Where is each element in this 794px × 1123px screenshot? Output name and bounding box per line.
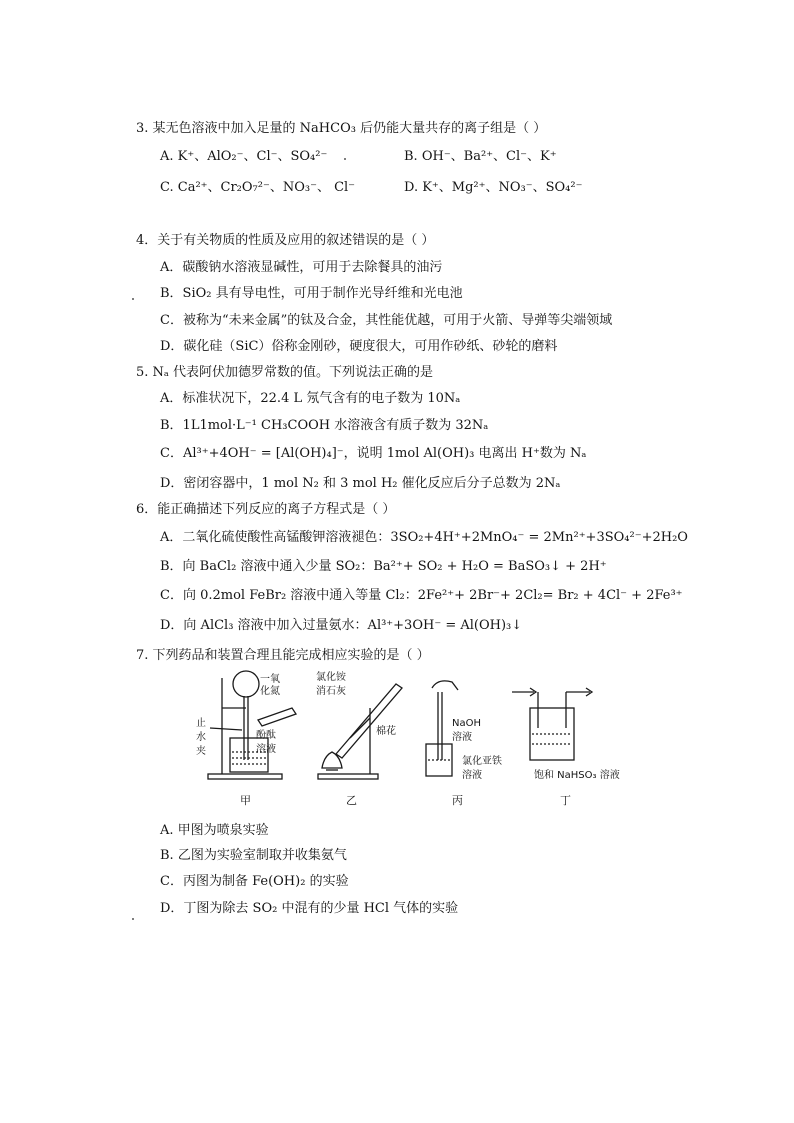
- jia-clamp-line1: 止: [196, 718, 206, 729]
- scan-speck: [132, 918, 134, 920]
- q7-option-d: D．丁图为除去 SO₂ 中混有的少量 HCl 气体的实验: [160, 901, 459, 916]
- jia-caption: 甲: [240, 794, 251, 807]
- jia-solution-line2: 溶液: [256, 744, 276, 755]
- yi-caption: 乙: [346, 794, 357, 807]
- q3-option-a: A. K⁺、AlO₂⁻、Cl⁻、SO₄²⁻: [160, 149, 328, 164]
- experiment-apparatus-figure: [196, 668, 630, 814]
- jia-clamp-line3: 夹: [196, 746, 206, 757]
- apparatus-ding: [512, 688, 592, 760]
- q3-stem: 3. 某无色溶液中加入足量的 NaHCO₃ 后仍能大量共存的离子组是（ ）: [136, 121, 547, 136]
- q5-option-c: C．Al³⁺+4OH⁻ = [Al(OH)₄]⁻，说明 1mol Al(OH)₃ 电离出 H⁺数为 Nₐ: [160, 446, 587, 461]
- q4-option-d: D．碳化硅（SiC）俗称金刚砂，硬度很大，可用作砂纸、砂轮的磨料: [160, 339, 558, 354]
- bing-fe-line2: 溶液: [462, 770, 482, 781]
- q7-stem: 7. 下列药品和装置合理且能完成相应实验的是（ ）: [136, 648, 430, 663]
- q6-stem: 6．能正确描述下列反应的离子方程式是（ ）: [136, 502, 396, 517]
- q6-option-d: D．向 AlCl₃ 溶液中加入过量氨水：Al³⁺+3OH⁻ = Al(OH)₃↓: [160, 618, 523, 633]
- bing-naoh-line2: 溶液: [452, 732, 472, 743]
- jia-gas-line1: 一氧: [260, 674, 280, 685]
- jia-gas-line2: 化氮: [260, 686, 280, 697]
- q5-option-d: D．密闭容器中，1 mol N₂ 和 3 mol H₂ 催化反应后分子总数为 2Nₐ: [160, 476, 561, 491]
- q7-option-c: C．丙图为制备 Fe(OH)₂ 的实验: [160, 874, 349, 889]
- q5-stem: 5. Nₐ 代表阿伏加德罗常数的值。下列说法正确的是: [136, 365, 434, 380]
- q6-option-c: C．向 0.2mol FeBr₂ 溶液中通入等量 Cl₂：2Fe²⁺+ 2Br⁻+ 2Cl₂= Br₂ + 4Cl⁻ + 2Fe³⁺: [160, 588, 683, 603]
- bing-naoh-line1: NaOH: [452, 718, 481, 729]
- q3-option-d: D. K⁺、Mg²⁺、NO₃⁻、SO₄²⁻: [404, 180, 583, 195]
- jia-solution-line1: 酚酞: [256, 730, 276, 741]
- yi-reagent-line2: 消石灰: [316, 686, 346, 697]
- ding-caption: 丁: [560, 794, 571, 807]
- q5-option-a: A．标准状况下，22.4 L 氖气含有的电子数为 10Nₐ: [160, 391, 461, 406]
- q7-option-a: A. 甲图为喷泉实验: [160, 823, 269, 838]
- scan-speck: [132, 298, 134, 300]
- q3-option-c: C. Ca²⁺、Cr₂O₇²⁻、NO₃⁻、 Cl⁻: [160, 180, 356, 195]
- q4-stem: 4．关于有关物质的性质及应用的叙述错误的是（ ）: [136, 233, 435, 248]
- q4-option-a: A．碳酸钠水溶液显碱性，可用于去除餐具的油污: [160, 260, 443, 275]
- bing-caption: 丙: [452, 794, 463, 807]
- q7-option-b: B. 乙图为实验室制取并收集氨气: [160, 848, 347, 863]
- q4-option-b: B．SiO₂ 具有导电性，可用于制作光导纤维和光电池: [160, 286, 463, 301]
- ding-solution-label: 饱和 NaHSO₃ 溶液: [534, 770, 620, 781]
- apparatus-jia: [208, 671, 296, 779]
- scan-speck: [344, 158, 346, 160]
- yi-cotton-label: 棉花: [376, 726, 396, 737]
- q6-option-a: A．二氧化硫使酸性高锰酸钾溶液褪色：3SO₂+4H⁺+2MnO₄⁻ = 2Mn²⁺+3SO₄²⁻+2H₂O: [160, 530, 688, 545]
- q3-option-b: B. OH⁻、Ba²⁺、Cl⁻、K⁺: [404, 149, 557, 164]
- q5-option-b: B．1L1mol·L⁻¹ CH₃COOH 水溶液含有质子数为 32Nₐ: [160, 418, 489, 433]
- q6-option-b: B．向 BaCl₂ 溶液中通入少量 SO₂：Ba²⁺+ SO₂ + H₂O = BaSO₃↓ + 2H⁺: [160, 559, 607, 574]
- q4-option-c: C．被称为“未来金属”的钛及合金，其性能优越，可用于火箭、导弹等尖端领域: [160, 313, 613, 328]
- bing-fe-line1: 氯化亚铁: [462, 756, 502, 767]
- yi-reagent-line1: 氯化铵: [316, 672, 346, 683]
- jia-clamp-line2: 水: [196, 732, 206, 743]
